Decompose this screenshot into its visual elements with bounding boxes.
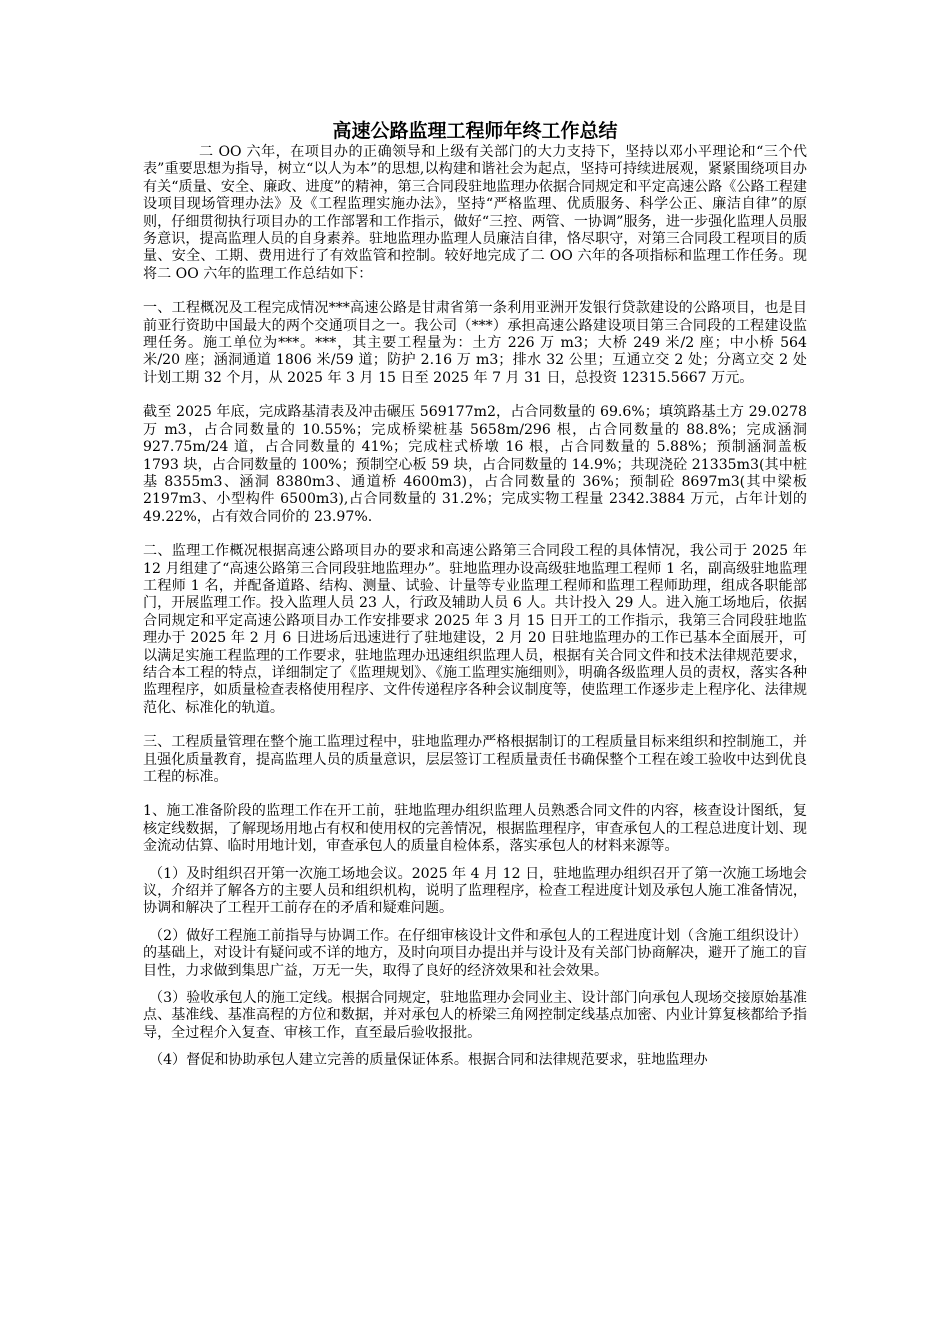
paragraph-item-4: （4）督促和协助承包人建立完善的质量保证体系。根据合同和法律规范要求，驻地监理办 [149,1052,708,1069]
document-title: 高速公路监理工程师年终工作总结 [332,120,618,142]
paragraph-preparation: 1、施工准备阶段的监理工作在开工前，驻地监理办组织监理人员熟悉合同文件的内容，核查设计图纸，复核定线数据，了解现场用地占有权和使用权的完善情况，根据监理程序，审查承包人的工程总进度计划、现金流动估算、临时用地计划，审查承包人的质量自检体系，落实承包人的材料来源等。 [143,803,807,855]
paragraph-section-1: 一、工程概况及工程完成情况***高速公路是甘肃省第一条利用亚洲开发银行贷款建设的公路项目，也是目前亚行资助中国最大的两个交通项目之一。我公司（***）承担高速公路建设项目第三合同段的工程建设监理任务。施工单位为***。***，其主要工程量为：土方 226 万 m3；大桥 249 米/2 座；中小桥 564 米/20 座；涵洞通道 1806 米/59 道；防护 2.16 万 m3；排水 32 公里；互通立交 2 处；分离立交 2 处计划工期 32 个月，从 2025 年 3 月 15 日至 2025 年 7 月 31 日，总投资 12315.5667 万元。 [143,300,807,386]
paragraph-section-3: 三、工程质量管理在整个施工监理过程中，驻地监理办严格根据制订的工程质量目标来组织和控制施工，并且强化质量教育，提高监理人员的质量意识，层层签订工程质量责任书确保整个工程在竣工验收中达到优良工程的标准。 [143,734,807,785]
paragraph-item-1: （1）及时组织召开第一次施工场地会议。2025 年 4 月 12 日，驻地监理办组织召开了第一次施工场地会议，介绍并了解各方的主要人员和组织机构，说明了监理程序，检查工程进度计划及承包人施工准备情况，协调和解决了工程开工前存在的矛盾和疑难问题。 [143,865,807,917]
paragraph-item-3: （3）验收承包人的施工定线。根据合同规定，驻地监理办会同业主、设计部门向承包人现场交接原始基准点、基准线、基准高程的方位和数据，并对承包人的桥梁三角网控制定线基点加密、内业计算复核都给予指导，全过程介入复查、审核工作，直至最后验收报批。 [143,990,807,1041]
paragraph-item-2: （2）做好工程施工前指导与协调工作。在仔细审核设计文件和承包人的工程进度计划（含施工组织设计）的基础上，对设计有疑问或不详的地方，及时向项目办提出并与设计及有关部门协商解决，避开了施工的盲目性，力求做到集思广益，万无一失，取得了良好的经济效果和社会效果。 [143,927,807,979]
paragraph-intro: 二 OO 六年，在项目办的正确领导和上级有关部门的大力支持下，坚持以邓小平理论和“三个代表”重要思想为指导，树立“以人为本”的思想,以构建和谐社会为起点，坚持可持续进展观，紧紧围绕项目办有关“质量、安全、廉政、进度”的精神，第三合同段驻地监理办依据合同规定和平定高速公路《公路工程建设项目现场管理办法》及《工程监理实施办法》，坚持“严格监理、优质服务、科学公正、廉洁自律”的原则，仔细贯彻执行项目办的工作部署和工作指示，做好“三控、两管、一协调”服务，进一步强化监理人员服务意识，提高监理人员的自身素养。驻地监理办监理人员廉洁自律，恪尽职守，对第三合同段工程项目的质量、安全、工期、费用进行了有效监管和控制。较好地完成了二 OO 六年的各项指标和监理工作任务。现将二 OO 六年的监理工作总结如下： [143,144,807,282]
paragraph-section-2: 二、监理工作概况根据高速公路项目办的要求和高速公路第三合同段工程的具体情况，我公司于 2025 年 12 月组建了“高速公路第三合同段驻地监理办”。驻地监理办设高级驻地监理工程师 1 名，副高级驻地监理工程师 1 名，并配备道路、结构、测量、试验、计量等专业监理工程师和监理工程师助理，组成各职能部门，开展监理工作。投入监理人员 23 人，行政及辅助人员 6 人。共计投入 29 人。进入施工场地后，依据合同规定和平定高速公路项目办工作安排要求 2025 年 3 月 15 日开工的工作指示，我第三合同段驻地监理办于 2025 年 2 月 6 日进场后迅速进行了驻地建设，2 月 20 日驻地监理办的工作已基本全面展开，可以满足实施工程监理的工作要求，驻地监理办迅速组织监理人员，根据有关合同文件和技术法律规范要求，结合本工程的特点，详细制定了《监理规划》、《施工监理实施细则》，明确各级监理人员的责权，落实各种监理程序，如质量检查表格使用程序、文件传递程序各种会议制度等，使监理工作逐步走上程序化、法律规范化、标准化的轨道。 [143,543,807,716]
document-body [143,120,807,1070]
paragraph-progress: 截至 2025 年底，完成路基清表及冲击碾压 569177m2，占合同数量的 69.6%；填筑路基土方 29.0278 万 m3，占合同数量的 10.55%；完成桥梁桩基 5658m/296 根，占合同数量的 88.8%；完成涵洞 927.75m/24 道，占合同数量的 41%；完成柱式桥墩 16 根，占合同数量的 5.88%；预制涵洞盖板 1793 块，占合同数量的 100%；预制空心板 59 块，占合同数量的 14.9%；共现浇砼 21335m3(其中桩基 8355m3、涵洞 8380m3、通道桥 4600m3)，占合同数量的 36%；预制砼 8697m3(其中梁板 2197m3、小型构件 6500m3),占合同数量的 31.2%；完成实物工程量 2342.3884 万元，占年计划的 49.22%，占有效合同价的 23.97%. [143,404,807,525]
